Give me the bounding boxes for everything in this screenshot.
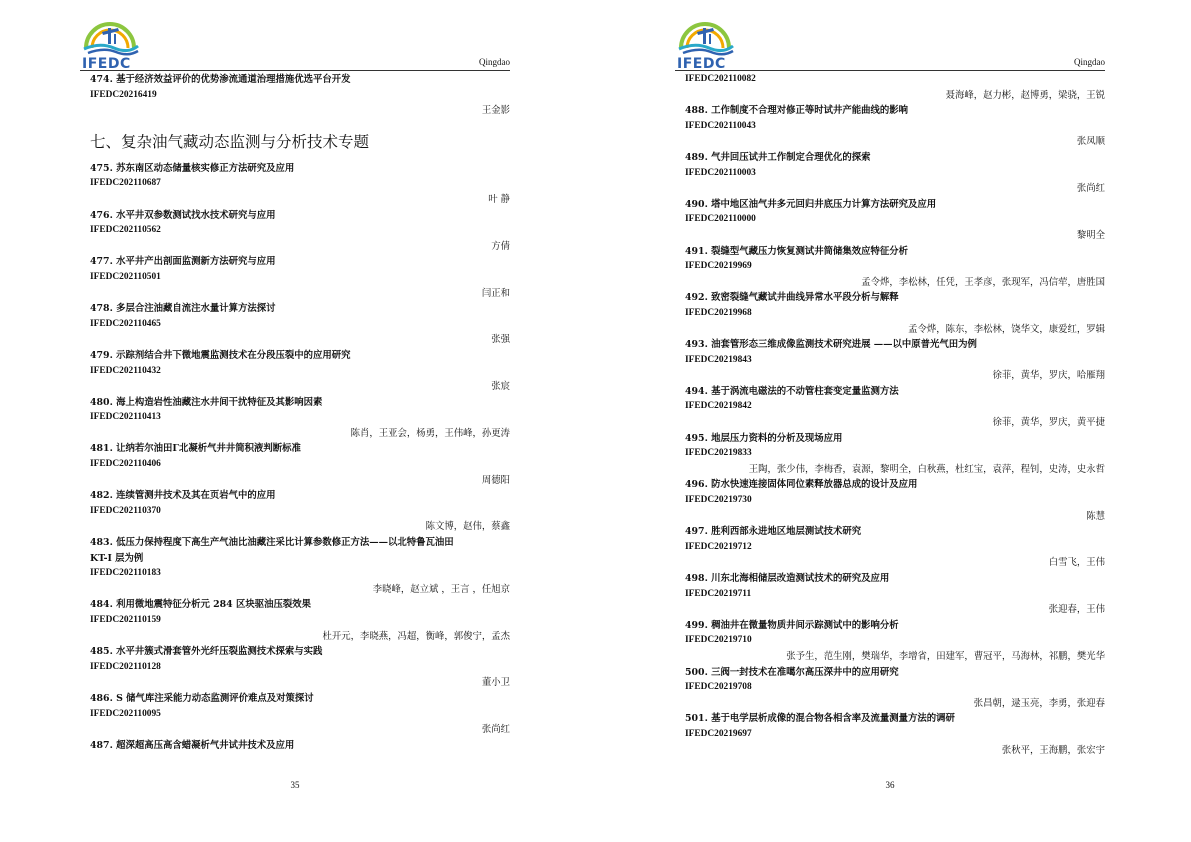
paper-code: IFEDC202110413 — [90, 412, 161, 423]
paper-code: IFEDC202110159 — [90, 615, 161, 625]
paper-authors: 陈肖，王亚会，杨勇，王伟峰，孙更涛 — [350, 427, 510, 439]
right-content — [685, 72, 1105, 758]
paper-code: IFEDC20219968 — [685, 307, 752, 318]
paper-authors: 张昌朝，逯玉亮，李勇，张迎春 — [973, 697, 1105, 709]
paper-authors: 孟令烨，陈东，李松林，饶华文，康爱红，罗辑 — [908, 323, 1105, 335]
paper-code: IFEDC20219697 — [685, 728, 752, 739]
paper-authors: 周德阳 — [481, 474, 510, 486]
paper-code: IFEDC202110000 — [685, 214, 756, 225]
paper-code: IFEDC202110183 — [90, 568, 161, 579]
ifedc-logo — [675, 18, 735, 70]
paper-authors: 徐菲，黄华，罗庆，哈雁翔 — [992, 370, 1105, 382]
paper-authors: 白雪飞，王伟 — [1048, 557, 1105, 569]
paper-authors: 张迎春，王伟 — [1048, 604, 1105, 616]
paper-title: 501. 基于电学层析成像的混合物各相含率及流量测量方法的调研 — [685, 713, 955, 725]
paper-title: 500. 三阀一封技术在准噶尔高压深井中的应用研究 — [685, 666, 899, 678]
paper-title: 482. 连续管测井技术及其在页岩气中的应用 — [90, 490, 276, 502]
paper-authors: 徐菲，黄华，罗庆，黄平捷 — [992, 417, 1105, 429]
paper-title: 485. 水平井簇式滑套管外光纤压裂监测技术探索与实践 — [90, 646, 323, 658]
paper-title: 499. 稠油井在微量物质井间示踪测试中的影响分析 — [685, 619, 899, 631]
paper-title: 478. 多层合注油藏自流注水量计算方法探讨 — [90, 303, 276, 315]
paper-code: IFEDC20219969 — [685, 261, 752, 272]
paper-authors: 王金影 — [481, 105, 510, 117]
paper-title: 497. 胜利西部永进地区地层测试技术研究 — [685, 526, 862, 538]
paper-authors: 张宸 — [491, 381, 510, 393]
ifedc-logo — [80, 18, 140, 70]
paper-title: 498. 川东北海相储层改造测试技术的研究及应用 — [685, 573, 890, 584]
paper-title: 484. 利用微地震特征分析元 284 区块驱油压裂效果 — [90, 599, 311, 611]
paper-title: 481. 让纳若尔油田Γ北凝析气井井筒积液判断标准 — [90, 443, 301, 455]
paper-code: IFEDC20219710 — [685, 635, 752, 646]
paper-title: 476. 水平井双参数测试找水技术研究与应用 — [90, 209, 276, 221]
logo-text: IFEDC — [677, 56, 726, 72]
paper-title: 486. S 储气库注采能力动态监测评价难点及对策探讨 — [90, 692, 314, 704]
header-city: Qingdao — [1074, 57, 1105, 67]
paper-title: 495. 地层压力资料的分析及现场应用 — [685, 432, 843, 444]
paper-authors: 黎明全 — [1076, 229, 1105, 241]
paper-code: IFEDC202110370 — [90, 505, 161, 516]
section-heading: 七、复杂油气藏动态监测与分析技术专题 — [90, 132, 370, 151]
paper-authors: 闫正和 — [481, 287, 510, 299]
paper-code: IFEDC202110082 — [685, 74, 756, 84]
paper-code: IFEDC20219711 — [685, 588, 752, 599]
paper-code: IFEDC202110562 — [90, 225, 161, 236]
paper-code: IFEDC20216419 — [90, 89, 157, 100]
page-right — [675, 0, 1105, 842]
paper-code: IFEDC20219843 — [685, 354, 752, 365]
paper-title: 491. 裂缝型气藏压力恢复测试井筒储集效应特征分析 — [685, 245, 908, 257]
paper-authors: 叶 静 — [488, 193, 510, 205]
paper-title: 483. 低压力保持程度下高生产气油比油藏注采比计算参数修正方法——以北特鲁瓦油田 — [90, 537, 454, 549]
paper-code: IFEDC20219712 — [685, 541, 752, 552]
paper-title: 489. 气井回压试井工作制定合理优化的探索 — [685, 151, 871, 163]
paper-code: IFEDC202110095 — [90, 708, 161, 719]
paper-code: IFEDC20219730 — [685, 495, 752, 506]
paper-code: IFEDC202110128 — [90, 661, 161, 672]
paper-code: IFEDC202110687 — [90, 178, 161, 189]
paper-authors: 陈文博，赵伟，蔡鑫 — [425, 521, 510, 533]
paper-authors: 陈慧 — [1086, 510, 1105, 522]
paper-authors: 张秋平，王海鹏，张宏宇 — [1001, 744, 1105, 756]
paper-code: IFEDC202110043 — [685, 120, 756, 131]
page-left — [80, 0, 510, 842]
paper-code: IFEDC202110406 — [90, 459, 161, 470]
header-city: Qingdao — [479, 57, 510, 67]
paper-code: IFEDC20219708 — [685, 682, 752, 693]
paper-title: 488. 工作制度不合理对修正等时试井产能曲线的影响 — [685, 105, 908, 117]
paper-title: 477. 水平井产出剖面监测新方法研究与应用 — [90, 256, 276, 268]
paper-title: 490. 塔中地区油气井多元回归井底压力计算方法研究及应用 — [685, 198, 937, 210]
paper-authors: 杜开元，李晓燕，冯超，衡峰，郭俊宁，孟杰 — [322, 630, 510, 642]
paper-title: 479. 示踪剂结合井下微地震监测技术在分段压裂中的应用研究 — [90, 349, 351, 361]
paper-code: IFEDC202110003 — [685, 167, 756, 178]
left-content — [90, 72, 510, 753]
paper-authors: 张尚红 — [1076, 183, 1105, 195]
paper-title: 493. 油套管形态三维成像监测技术研究进展 ——以中原普光气田为例 — [685, 339, 977, 351]
logo-text: IFEDC — [82, 56, 131, 72]
paper-authors: 聂海峰，赵力彬，赵博勇，梁骁，王锐 — [945, 89, 1105, 101]
header-rule — [675, 70, 1105, 71]
paper-authors: 张凤顺 — [1076, 136, 1105, 148]
paper-code: IFEDC20219842 — [685, 401, 752, 412]
paper-authors: 张予生，范生刚，樊瑞华，李增省，田建军，曹冠平，马海林，祁鹏，樊光华 — [786, 650, 1105, 662]
paper-title: 496. 防水快速连接固体同位素释放器总成的设计及应用 — [685, 479, 918, 491]
header-rule — [80, 70, 510, 71]
paper-authors: 孟令烨，李松林，任凭，王孝彦，张现军，冯信荦，唐胜国 — [861, 276, 1105, 288]
paper-title: 487. 超深超高压高含蜡凝析气井试井技术及应用 — [90, 739, 295, 751]
paper-title: 492. 致密裂缝气藏试井曲线异常水平段分析与解释 — [685, 292, 899, 304]
paper-code: IFEDC20219833 — [685, 448, 752, 459]
paper-authors: 张尚红 — [481, 724, 510, 736]
paper-title: KT-I 层为例 — [90, 552, 144, 564]
page-number: 35 — [290, 780, 300, 790]
paper-authors: 张强 — [491, 334, 510, 346]
paper-authors: 董小卫 — [481, 677, 510, 689]
paper-code: IFEDC202110432 — [90, 365, 161, 376]
paper-authors: 李晓峰，赵立斌 ，王言 ，任旭京 — [372, 583, 510, 595]
page-number: 36 — [885, 780, 895, 790]
paper-code: IFEDC202110465 — [90, 318, 161, 329]
paper-code: IFEDC202110501 — [90, 271, 161, 282]
paper-title: 494. 基于涡流电磁法的不动管柱套变定量监测方法 — [685, 385, 899, 397]
paper-title: 475. 苏东南区动态储量核实修正方法研究及应用 — [90, 162, 295, 174]
paper-authors: 方倩 — [491, 240, 510, 252]
paper-authors: 王陶，张少伟，李梅香，袁源，黎明全，白秋燕，杜红宝，袁萍，程钊，史涛，史永哲 — [748, 463, 1105, 475]
paper-title: 474. 基于经济效益评价的优势渗流通道治理措施优选平台开发 — [90, 74, 351, 85]
paper-title: 480. 海上构造岩性油藏注水井间干扰特征及其影响因素 — [90, 396, 323, 408]
